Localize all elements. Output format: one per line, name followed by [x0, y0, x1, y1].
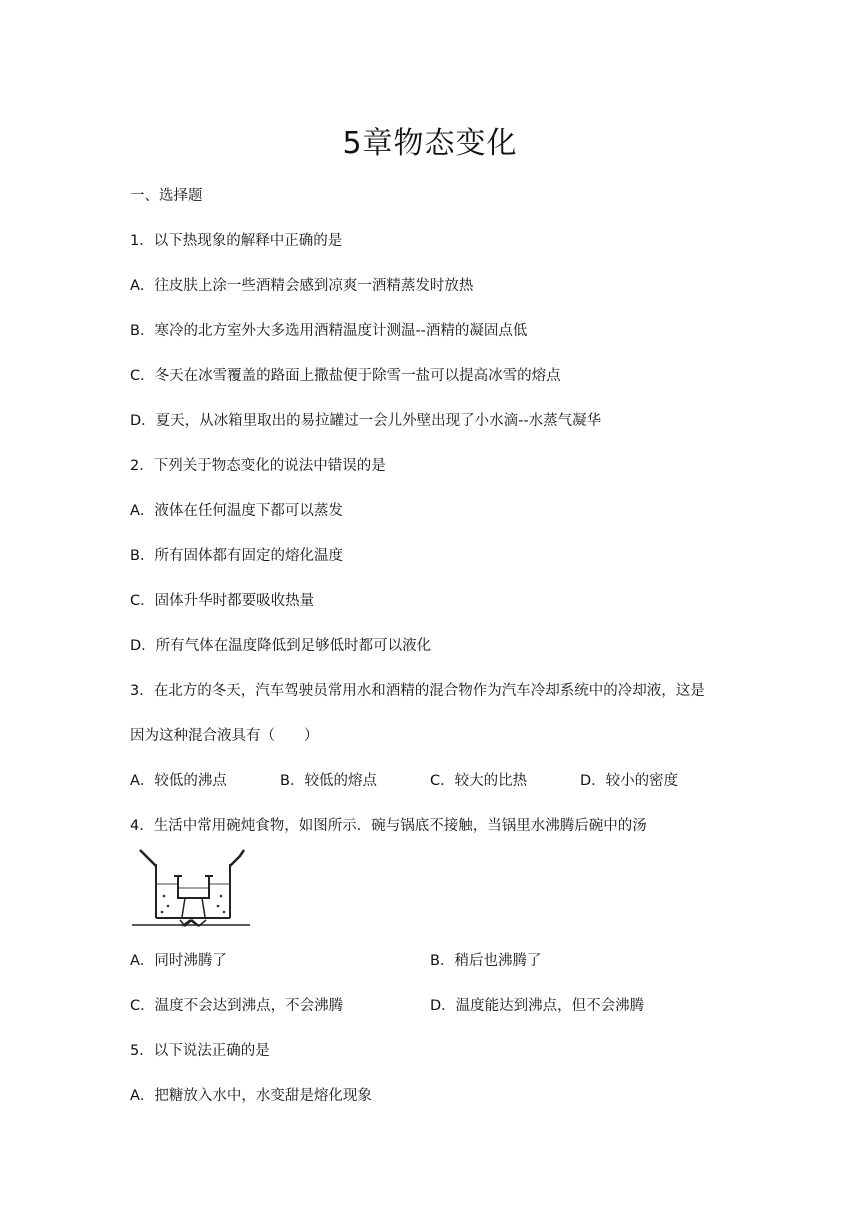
question-3-option-c: C．较大的比热 [430, 773, 528, 789]
question-3-option-a: A．较低的沸点 [130, 773, 227, 789]
question-3-option-d: D．较小的密度 [580, 773, 679, 789]
pot-and-bowl-figure [130, 846, 254, 928]
question-4-option-d: D．温度能达到沸点，但不会沸腾 [430, 998, 645, 1014]
question-1-stem: 1．以下热现象的解释中正确的是 [130, 233, 343, 249]
question-3-stem-line-1: 3．在北方的冬天，汽车驾驶员常用水和酒精的混合物作为汽车冷却系统中的冷却液，这是 [130, 683, 705, 699]
question-2-option-c: C．固体升华时都要吸收热量 [130, 593, 315, 609]
page-title: 5章物态变化 [342, 126, 518, 161]
question-5-option-a: A．把糖放入水中，水变甜是熔化现象 [130, 1088, 372, 1104]
question-1-option-c: C．冬天在冰雪覆盖的路面上撒盐便于除雪一盐可以提高冰雪的熔点 [130, 368, 561, 384]
question-2-option-d: D．所有气体在温度降低到足够低时都可以液化 [130, 638, 432, 654]
question-4-option-b: B．稍后也沸腾了 [430, 953, 542, 969]
question-4-option-a: A．同时沸腾了 [130, 953, 227, 969]
question-5-stem: 5．以下说法正确的是 [130, 1043, 270, 1059]
question-2-stem: 2．下列关于物态变化的说法中错误的是 [130, 458, 386, 474]
section-heading: 一、选择题 [130, 188, 203, 204]
question-2-option-a: A．液体在任何温度下都可以蒸发 [130, 503, 343, 519]
question-4-option-c: C．温度不会达到沸点，不会沸腾 [130, 998, 344, 1014]
question-4-stem: 4．生活中常用碗炖食物，如图所示．碗与锅底不接触，当锅里水沸腾后碗中的汤 [130, 818, 647, 834]
question-1-option-d: D．夏天，从冰箱里取出的易拉罐过一会儿外壁出现了小水滴--水蒸气凝华 [130, 413, 602, 429]
question-3-option-b: B．较低的熔点 [280, 773, 377, 789]
question-1-option-b: B．寒冷的北方室外大多选用酒精温度计测温--酒精的凝固点低 [130, 323, 528, 339]
question-1-option-a: A．往皮肤上涂一些酒精会感到凉爽一酒精蒸发时放热 [130, 278, 474, 294]
question-3-stem-line-2: 因为这种混合液具有（ ） [130, 728, 319, 744]
question-2-option-b: B．所有固体都有固定的熔化温度 [130, 548, 343, 564]
